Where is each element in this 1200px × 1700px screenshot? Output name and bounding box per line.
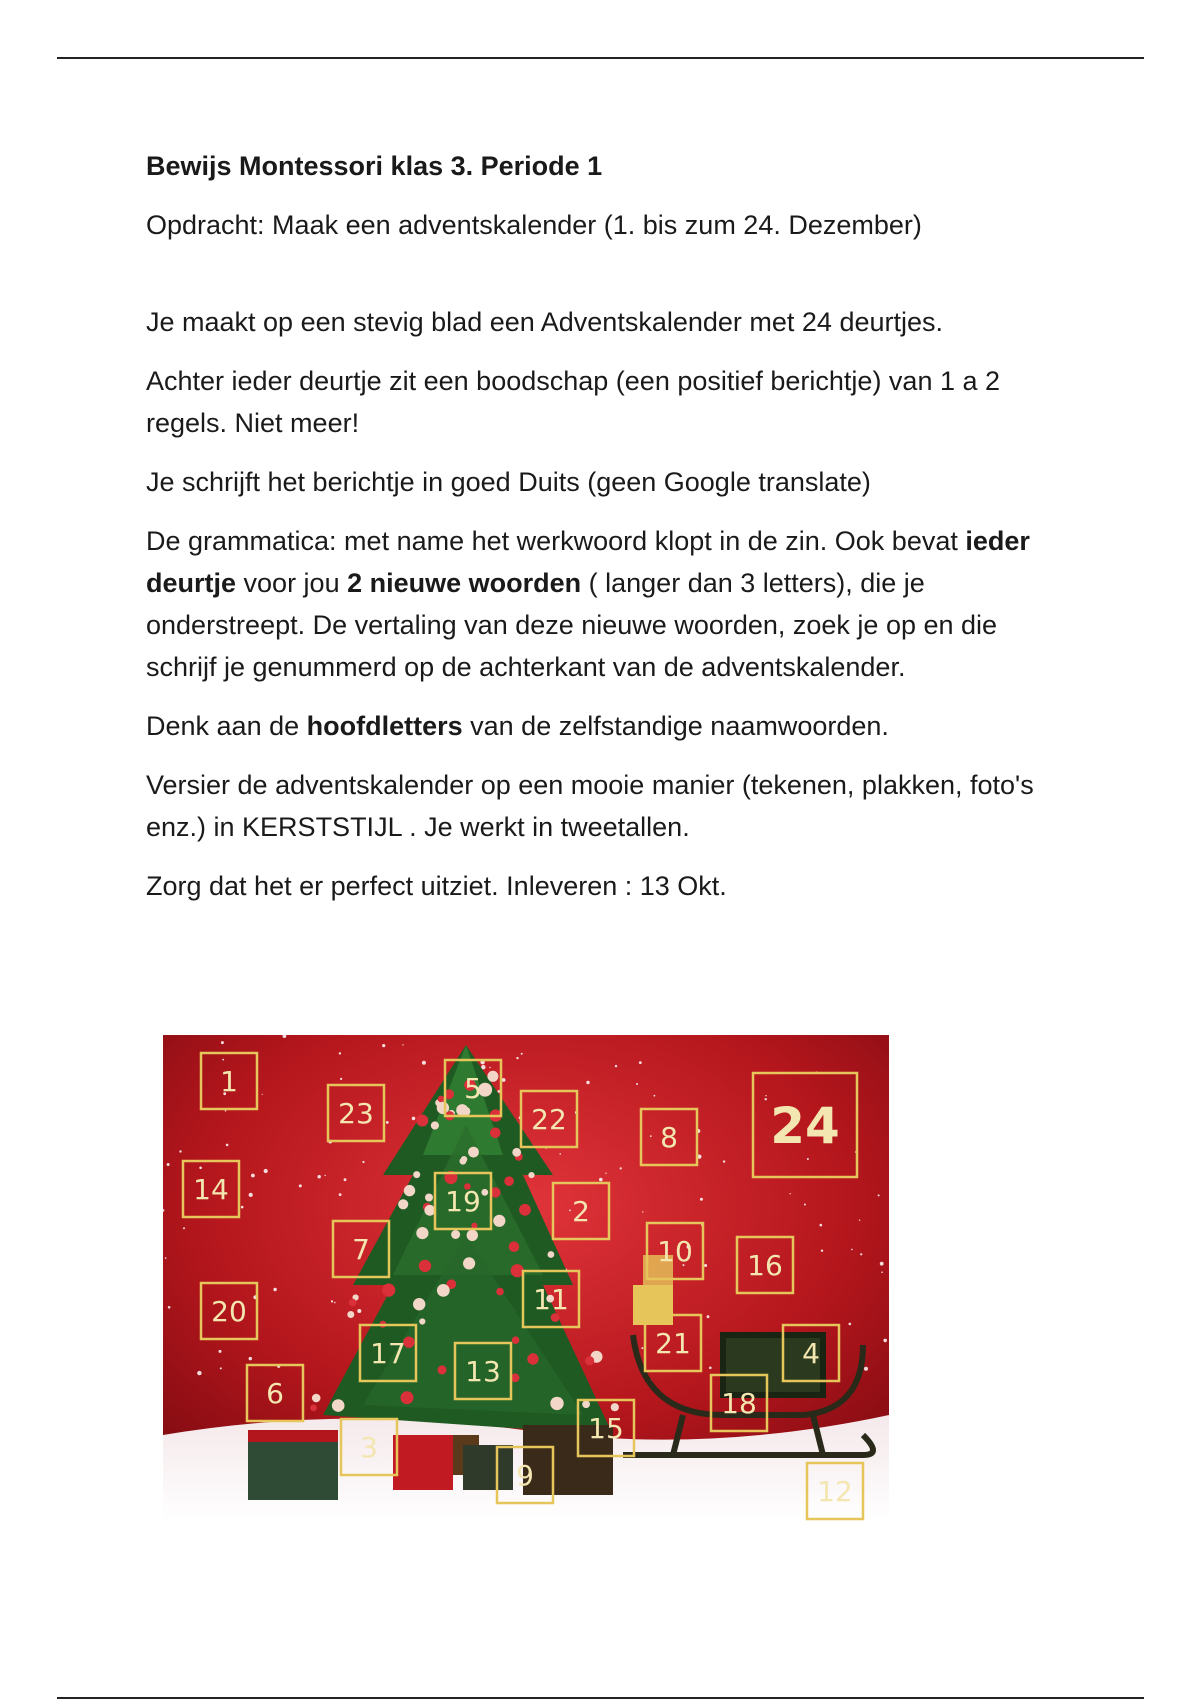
star: [226, 1144, 229, 1147]
door-number: 14: [193, 1173, 229, 1207]
star: [765, 1098, 767, 1100]
footer-rule: [57, 1697, 1144, 1699]
star: [559, 1153, 561, 1155]
star: [402, 1044, 403, 1045]
door-number: 24: [770, 1097, 840, 1155]
paragraph-message: Achter ieder deurtje zit een boodschap (een positief berichtje) van 1 a 2 regels. Niet meer!: [146, 366, 1001, 438]
bold-new-words: 2 nieuwe woorden: [347, 568, 582, 598]
star: [883, 1339, 887, 1343]
star: [765, 1095, 766, 1096]
ornament: [496, 1288, 504, 1296]
ornament: [413, 1298, 425, 1310]
ornament: [509, 1241, 520, 1252]
star: [859, 1220, 860, 1221]
star: [851, 1249, 853, 1251]
assignment-line: Opdracht: Maak een adventskalender (1. bis zum 24. Dezember): [146, 210, 922, 240]
star: [516, 1057, 518, 1059]
star: [639, 1061, 642, 1064]
ornament: [585, 1356, 594, 1365]
door-number: 2: [572, 1195, 590, 1229]
star: [700, 1198, 703, 1201]
star: [299, 1184, 302, 1187]
star: [412, 1117, 416, 1121]
paragraph-capitals: Denk aan de hoofdletters van de zelfstandige naamwoorden.: [146, 711, 889, 741]
door-number: 15: [588, 1412, 624, 1446]
star: [334, 1302, 336, 1304]
ornament: [424, 1205, 435, 1216]
star: [521, 1053, 523, 1055]
star: [249, 1357, 252, 1360]
paragraph-grammar: De grammatica: met name het werkwoord klopt in de zin. Ook bevat ieder deurtje voor jou 2 nieuwe woorden ( langer dan 3 letters), die je onderstreept. De vertaling van deze nieuwe woorden, zoek je op en die schrijf je genummerd op de achterkant van de adventskalender.: [146, 526, 1030, 682]
star: [219, 1350, 222, 1353]
star: [262, 1094, 263, 1095]
star: [340, 1078, 342, 1080]
star: [422, 1061, 426, 1065]
ornament: [512, 1336, 520, 1344]
star: [249, 1193, 253, 1197]
ornament: [461, 1156, 468, 1163]
star: [821, 1250, 823, 1252]
ornament: [504, 1176, 514, 1186]
star: [489, 1067, 490, 1068]
star: [615, 1065, 617, 1067]
door-number: 5: [464, 1072, 482, 1106]
ornament: [382, 1284, 395, 1297]
document-body: [146, 145, 1066, 924]
bold-each-door: ieder deurtje: [146, 526, 1030, 598]
star: [880, 1262, 884, 1266]
star: [878, 1194, 880, 1196]
star: [339, 1193, 342, 1196]
star: [339, 1052, 341, 1054]
ornament: [451, 1230, 460, 1239]
star: [864, 1367, 868, 1371]
door-number: 22: [531, 1103, 567, 1137]
star: [707, 1315, 710, 1318]
door-number: 3: [360, 1431, 378, 1465]
star: [586, 1081, 589, 1084]
star: [221, 1041, 224, 1044]
ornament: [490, 1128, 501, 1139]
ornament: [512, 1148, 521, 1157]
ornament: [438, 1365, 447, 1374]
ornament: [416, 1227, 428, 1239]
door-number: 10: [657, 1235, 693, 1269]
door-number: 11: [533, 1283, 569, 1317]
ornament: [519, 1204, 531, 1216]
door-number: 9: [516, 1459, 534, 1493]
door-number: 19: [445, 1185, 481, 1219]
ornament: [548, 1251, 555, 1258]
star: [197, 1371, 201, 1375]
star: [251, 1174, 255, 1178]
door-number: 8: [660, 1121, 678, 1155]
ornament: [468, 1147, 479, 1158]
star: [605, 1173, 606, 1174]
star: [704, 1264, 707, 1267]
ornament: [487, 1071, 498, 1082]
star: [569, 1210, 571, 1212]
ornament: [332, 1399, 345, 1412]
star: [599, 1178, 603, 1182]
ornament: [312, 1394, 321, 1403]
star: [222, 1059, 224, 1061]
ornament: [310, 1405, 317, 1412]
star: [820, 1224, 823, 1227]
header-rule: [57, 57, 1144, 59]
ornament: [401, 1391, 414, 1404]
ornament: [463, 1257, 475, 1269]
ornament: [527, 1353, 538, 1364]
star: [654, 1095, 656, 1097]
star: [273, 1288, 276, 1291]
advent-calendar-image: [163, 1035, 889, 1521]
star: [357, 1309, 361, 1313]
star: [620, 1167, 622, 1169]
ornament: [398, 1199, 408, 1209]
door-number: 18: [721, 1387, 757, 1421]
door-number: 20: [211, 1295, 247, 1329]
ornament: [611, 1403, 619, 1411]
door-number: 16: [747, 1249, 783, 1283]
star: [849, 1323, 852, 1326]
door-number: 12: [817, 1475, 853, 1509]
star: [807, 1158, 809, 1160]
star: [362, 1161, 364, 1163]
door-number: 7: [352, 1233, 370, 1267]
star: [241, 1206, 244, 1209]
star: [723, 1160, 725, 1162]
ornament: [416, 1115, 428, 1127]
ornament: [347, 1311, 354, 1318]
door-number: 4: [802, 1337, 820, 1371]
star: [220, 1367, 222, 1369]
ornament: [413, 1171, 420, 1178]
ornament: [528, 1172, 534, 1178]
star: [331, 1300, 333, 1302]
star: [386, 1121, 389, 1124]
paragraph-german: Je schrijft het berichtje in goed Duits (geen Google translate): [146, 467, 871, 497]
door-number: 6: [266, 1377, 284, 1411]
star: [790, 1193, 791, 1194]
advent-calendar-illustration: [163, 1035, 889, 1521]
ornament: [493, 1215, 505, 1227]
document-title: Bewijs Montessori klas 3. Periode 1: [146, 151, 603, 181]
door-number: 23: [338, 1097, 374, 1131]
star: [264, 1169, 268, 1173]
star: [168, 1306, 171, 1309]
star: [804, 1204, 806, 1206]
paragraph-deadline: Zorg dat het er perfect uitziet. Inleveren : 13 Okt.: [146, 871, 727, 901]
ornament: [438, 1096, 445, 1103]
ornament: [481, 1189, 488, 1196]
ornament: [582, 1400, 590, 1408]
door-number: 21: [655, 1327, 691, 1361]
door-number: 17: [370, 1337, 406, 1371]
ornament: [437, 1284, 450, 1297]
star: [881, 1271, 883, 1273]
door-number: 1: [220, 1065, 238, 1099]
star: [183, 1227, 185, 1229]
star: [344, 1178, 347, 1181]
ornament: [349, 1299, 357, 1307]
paragraph-calendar: Je maakt op een stevig blad een Adventskalender met 24 deurtjes.: [146, 307, 944, 337]
star: [199, 1167, 202, 1170]
ornament: [456, 1104, 468, 1116]
ornament: [550, 1397, 563, 1410]
door-number: 13: [465, 1355, 501, 1389]
star: [642, 1211, 643, 1212]
ornament: [404, 1185, 415, 1196]
star: [641, 1347, 643, 1349]
ornament: [419, 1318, 425, 1324]
star: [860, 1253, 862, 1255]
ornament: [467, 1230, 478, 1241]
star: [165, 1257, 167, 1259]
ornament: [419, 1260, 431, 1272]
star: [382, 1044, 385, 1047]
star: [179, 1150, 181, 1152]
star: [636, 1083, 638, 1085]
star: [318, 1175, 321, 1178]
paragraph-decorate: Versier de adventskalender op een mooie manier (tekenen, plakken, foto's enz.) in KERSTSTIJL . Je werkt in tweetallen.: [146, 770, 1034, 842]
star: [324, 1175, 325, 1176]
ornament: [431, 1121, 439, 1129]
star: [167, 1163, 170, 1166]
star: [502, 1078, 506, 1082]
star: [709, 1367, 712, 1370]
bold-capitals: hoofdletters: [306, 711, 463, 741]
star: [650, 1135, 652, 1137]
ornament: [425, 1194, 433, 1202]
